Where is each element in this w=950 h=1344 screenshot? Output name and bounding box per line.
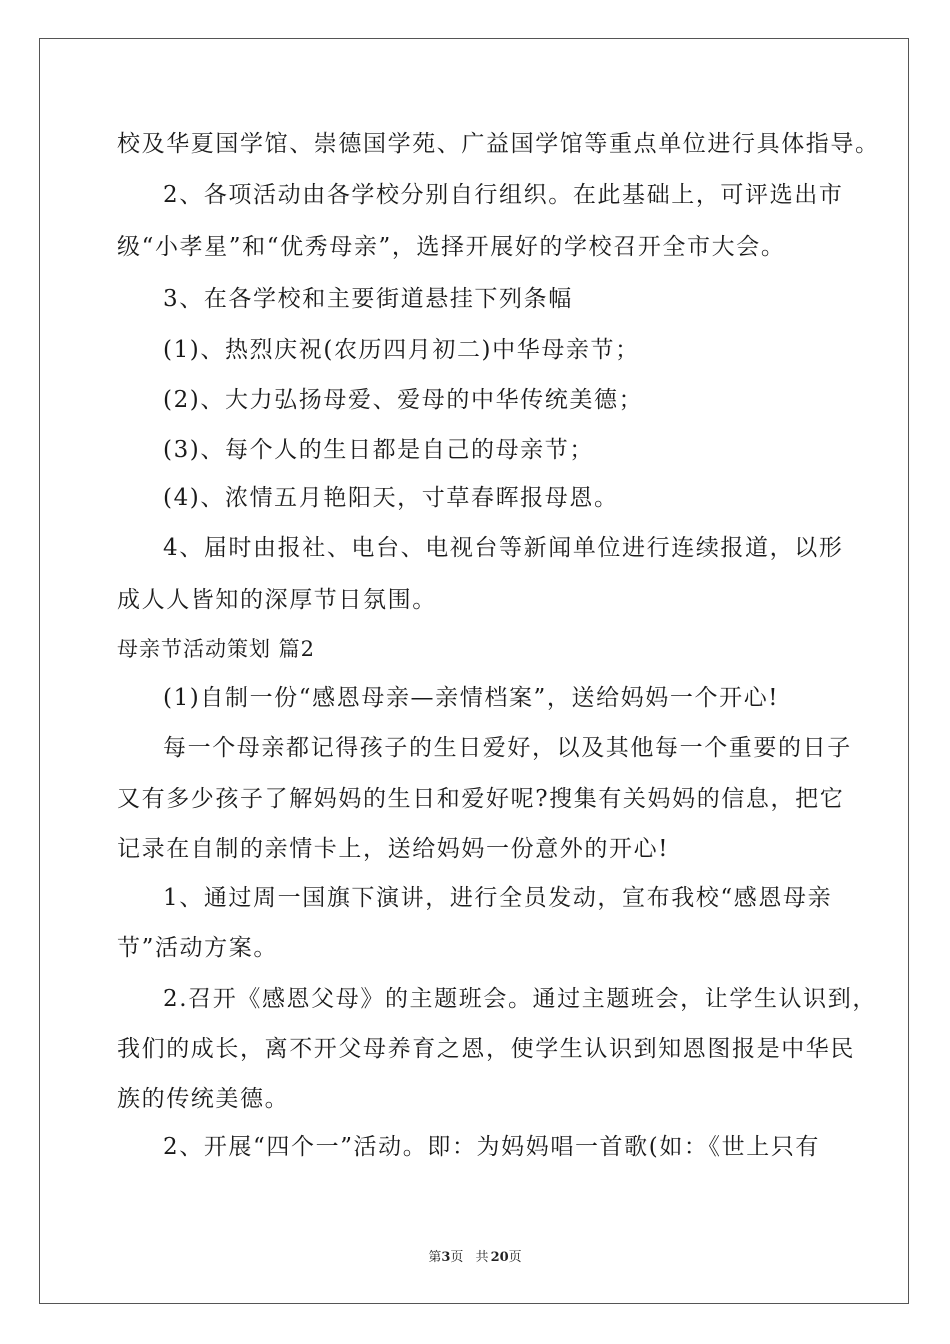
paragraph-line: 2、各项活动由各学校分别自行组织。在此基础上，可评选出市 <box>163 182 844 208</box>
total-suffix: 页 <box>508 1250 522 1265</box>
page-prefix: 第 <box>428 1250 442 1265</box>
paragraph-line: 族的传统美德。 <box>117 1086 290 1112</box>
paragraph-line: (1)自制一份“感恩母亲—亲情档案”，送给妈妈一个开心! <box>163 685 780 711</box>
page-number <box>428 1250 463 1265</box>
paragraph-line: 记录在自制的亲情卡上，送给妈妈一份意外的开心! <box>117 836 670 862</box>
paragraph-line: 节”活动方案。 <box>117 935 278 961</box>
total-prefix: 共 <box>475 1250 489 1265</box>
paragraph-line: 3、在各学校和主要街道悬挂下列条幅 <box>163 286 573 312</box>
section-heading: 母亲节活动策划 篇2 <box>117 637 316 661</box>
paragraph-line: 又有多少孩子了解妈妈的生日和爱好呢?搜集有关妈妈的信息，把它 <box>117 786 845 812</box>
page-footer <box>0 1246 950 1265</box>
page-suffix: 页 <box>450 1250 464 1265</box>
page-total <box>476 1250 522 1265</box>
list-item: (3)、每个人的生日都是自己的母亲节； <box>163 437 594 463</box>
paragraph-line: 成人人皆知的深厚节日氛围。 <box>117 587 437 613</box>
list-item: (1)、热烈庆祝(农历四月初二)中华母亲节； <box>163 337 640 363</box>
total-pages: 20 <box>490 1250 509 1265</box>
paragraph-line: 4、届时由报社、电台、电视台等新闻单位进行连续报道，以形 <box>163 535 844 561</box>
paragraph-line: 2、开展“四个一”活动。即：为妈妈唱一首歌(如：《世上只有 <box>163 1134 821 1160</box>
current-page: 3 <box>441 1250 451 1265</box>
list-item: (4)、浓情五月艳阳天，寸草春晖报母恩。 <box>163 485 619 511</box>
paragraph-line: 级“小孝星”和“优秀母亲”，选择开展好的学校召开全市大会。 <box>117 234 786 260</box>
paragraph-line: 2.召开《感恩父母》的主题班会。通过主题班会，让学生认识到， <box>163 986 877 1012</box>
paragraph-line: 每一个母亲都记得孩子的生日爱好，以及其他每一个重要的日子 <box>163 735 852 761</box>
paragraph-line: 校及华夏国学馆、崇德国学苑、广益国学馆等重点单位进行具体指导。 <box>117 131 880 157</box>
list-item: (2)、大力弘扬母爱、爱母的中华传统美德； <box>163 387 644 413</box>
paragraph-line: 我们的成长，离不开父母养育之恩，使学生认识到知恩图报是中华民 <box>117 1036 855 1062</box>
paragraph-line: 1、通过周一国旗下演讲，进行全员发动，宣布我校“感恩母亲 <box>163 885 833 911</box>
